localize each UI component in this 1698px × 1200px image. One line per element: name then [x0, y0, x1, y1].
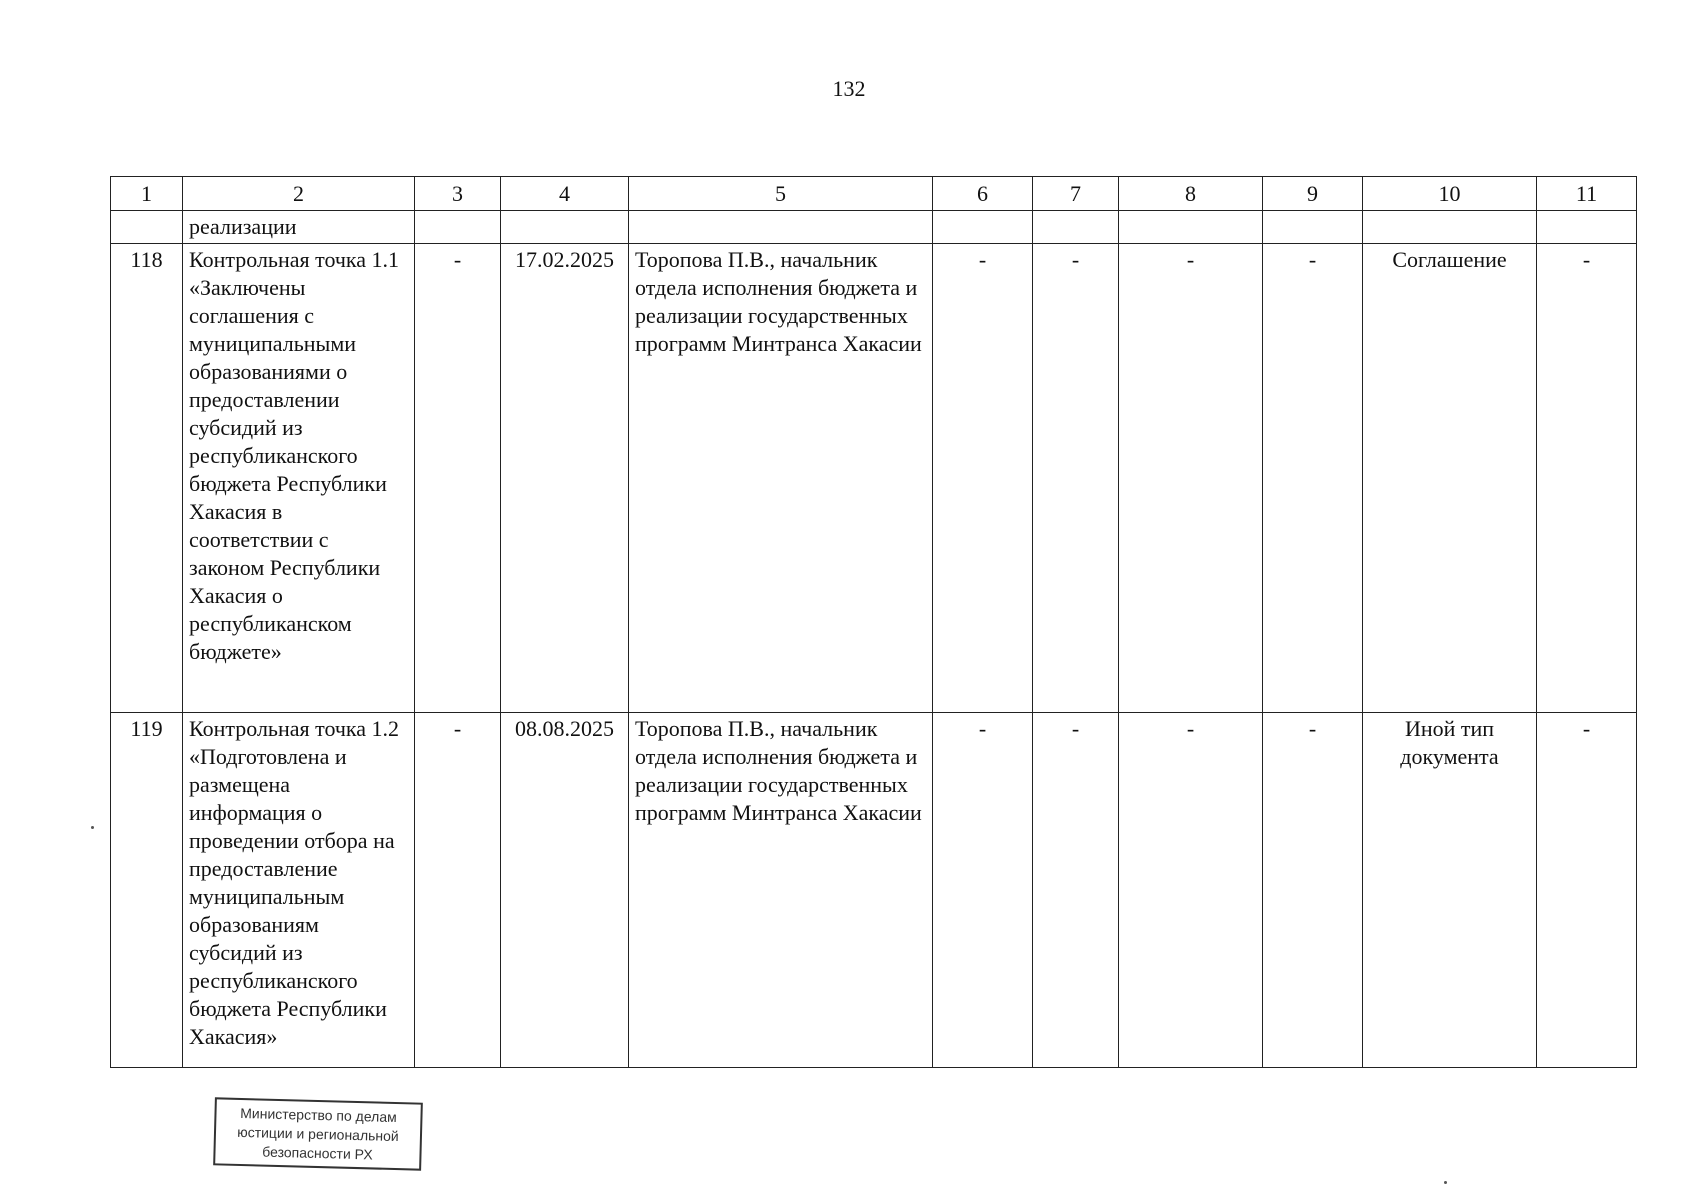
cont-cell-7	[1033, 211, 1119, 244]
table-row	[111, 713, 1637, 1068]
ministry-stamp	[213, 1097, 423, 1170]
col6-value: -	[933, 244, 1033, 713]
control-point-name: Контрольная точка 1.1 «Заключены соглашения с муниципальными образованиями о предоставлении субсидий из республиканского бюджета Республики Хакасия в соответствии с законом Республики Хакасия о республиканском бюджете»	[183, 244, 415, 713]
col8-value: -	[1119, 713, 1263, 1068]
table-row	[111, 244, 1637, 713]
control-point-name: Контрольная точка 1.2 «Подготовлена и размещена информация о проведении отбора на предоставление муниципальным образованиям субсидий из республиканского бюджета Республики Хакасия»	[183, 713, 415, 1068]
scan-speck	[1444, 1181, 1447, 1184]
col3-value: -	[415, 244, 501, 713]
continuation-row	[111, 211, 1637, 244]
header-cell-9: 9	[1263, 177, 1363, 211]
header-cell-4: 4	[501, 177, 629, 211]
document-table	[110, 176, 1637, 1068]
cont-cell-4	[501, 211, 629, 244]
header-cell-1: 1	[111, 177, 183, 211]
header-cell-5: 5	[629, 177, 933, 211]
document-type: Иной тип документа	[1363, 713, 1537, 1068]
cont-cell-10	[1363, 211, 1537, 244]
stamp-line-1: Министерство по делам	[240, 1104, 397, 1126]
date-value: 08.08.2025	[501, 713, 629, 1068]
col7-value: -	[1033, 244, 1119, 713]
header-cell-8: 8	[1119, 177, 1263, 211]
col8-value: -	[1119, 244, 1263, 713]
date-value: 17.02.2025	[501, 244, 629, 713]
cont-cell-2: реализации	[183, 211, 415, 244]
cont-cell-3	[415, 211, 501, 244]
header-row	[111, 177, 1637, 211]
stamp-line-3: безопасности РХ	[262, 1143, 373, 1163]
responsible-person: Торопова П.В., начальник отдела исполнения бюджета и реализации государственных программ Минтранса Хакасии	[629, 244, 933, 713]
page-number: 132	[832, 76, 866, 101]
cont-cell-5	[629, 211, 933, 244]
col9-value: -	[1263, 713, 1363, 1068]
stamp-line-2: юстиции и региональной	[237, 1123, 399, 1145]
responsible-person: Торопова П.В., начальник отдела исполнения бюджета и реализации государственных программ Минтранса Хакасии	[629, 713, 933, 1068]
col6-value: -	[933, 713, 1033, 1068]
cont-cell-9	[1263, 211, 1363, 244]
header-cell-10: 10	[1363, 177, 1537, 211]
header-cell-7: 7	[1033, 177, 1119, 211]
col11-value: -	[1537, 244, 1637, 713]
cont-cell-8	[1119, 211, 1263, 244]
cont-cell-1	[111, 211, 183, 244]
scan-speck	[91, 826, 94, 829]
cont-cell-11	[1537, 211, 1637, 244]
header-cell-11: 11	[1537, 177, 1637, 211]
row-number: 119	[111, 713, 183, 1068]
header-cell-6: 6	[933, 177, 1033, 211]
col11-value: -	[1537, 713, 1637, 1068]
row-number: 118	[111, 244, 183, 713]
document-type: Соглашение	[1363, 244, 1537, 713]
col7-value: -	[1033, 713, 1119, 1068]
col3-value: -	[415, 713, 501, 1068]
header-cell-3: 3	[415, 177, 501, 211]
header-cell-2: 2	[183, 177, 415, 211]
cont-cell-6	[933, 211, 1033, 244]
col9-value: -	[1263, 244, 1363, 713]
